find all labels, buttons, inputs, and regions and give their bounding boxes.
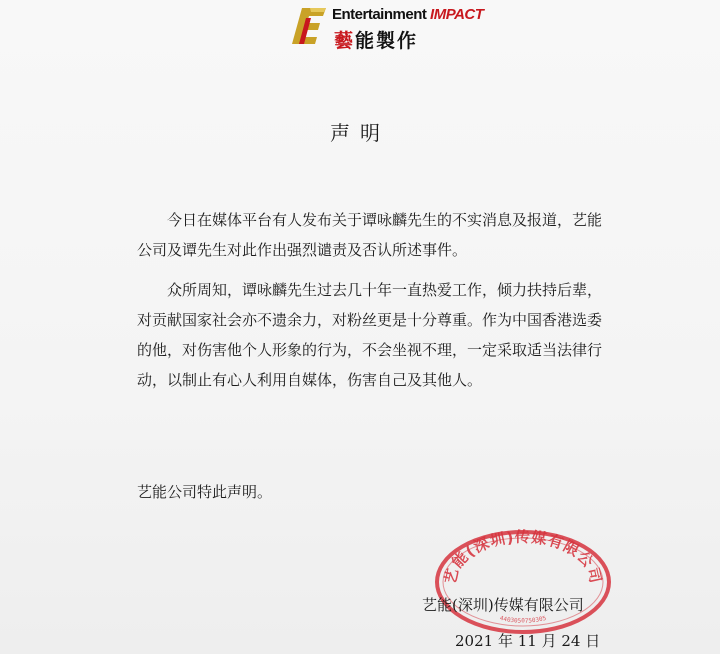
logo-chinese-name bbox=[334, 26, 418, 53]
ei-logo-icon bbox=[290, 6, 328, 46]
statement-body bbox=[137, 205, 602, 395]
statement-date: 2021 年 11 月 24 日 bbox=[455, 632, 601, 650]
company-logo bbox=[290, 4, 484, 52]
document-title: 声明 bbox=[330, 121, 390, 145]
statement-closing: 艺能公司特此声明。 bbox=[137, 483, 273, 501]
seal-text: 艺能(深圳)传媒有限公司 bbox=[441, 528, 605, 586]
logo-name-impact: IMPACT bbox=[430, 6, 484, 23]
logo-english-name bbox=[332, 6, 483, 23]
signature-company: 艺能(深圳)传媒有限公司 bbox=[422, 596, 584, 614]
seal-number: 4403050750305 bbox=[498, 614, 548, 625]
company-seal-stamp bbox=[430, 524, 616, 636]
statement-paragraph-1: 今日在媒体平台有人发布关于谭咏麟先生的不实消息及报道，艺能公司及谭先生对此作出强烈谴责及否认所述事件。 bbox=[137, 211, 603, 259]
logo-name-entertainment: Entertainment bbox=[332, 6, 427, 23]
logo-zh-accent: 藝 bbox=[334, 30, 356, 52]
svg-text:艺能(深圳)传媒有限公司 bbox=[441, 528, 605, 585]
svg-text:4403050750305 bbox=[499, 615, 547, 625]
statement-paragraph-2: 众所周知，谭咏麟先生过去几十年一直热爱工作，倾力扶持后辈，对贡献国家社会亦不遗余力，对粉丝更是十分尊重。作为中国香港选委的他，对伤害他个人形象的行为，不会坐视不理，一定采取适当法律行动，以制止有心人利用自媒体，伤害自己及其他人。 bbox=[137, 281, 603, 389]
logo-zh-rest: 能製作 bbox=[355, 30, 419, 52]
